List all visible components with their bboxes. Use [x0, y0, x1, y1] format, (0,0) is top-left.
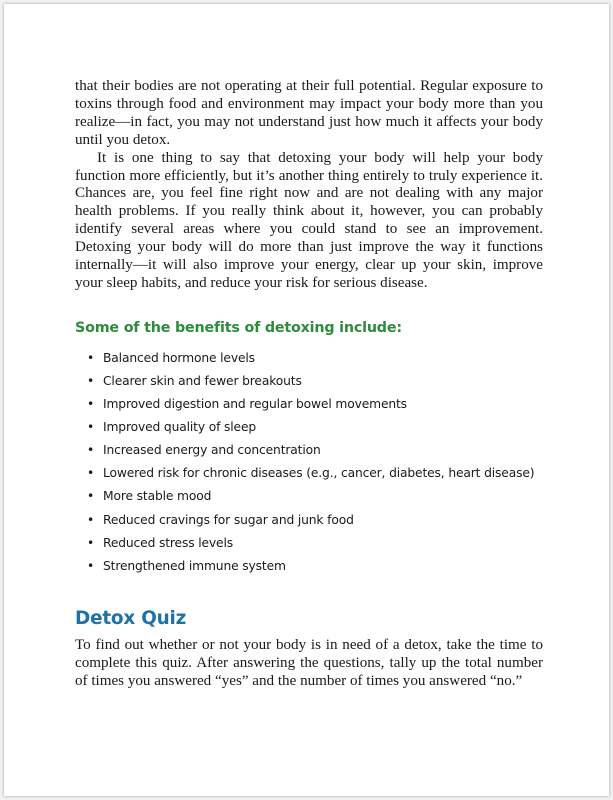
list-item-text: Reduced stress levels	[103, 535, 233, 550]
list-item	[87, 462, 543, 485]
bullet-icon: •	[87, 373, 95, 388]
list-item-text: Lowered risk for chronic diseases (e.g., cancer, diabetes, heart disease)	[103, 466, 535, 481]
quiz-intro-paragraph: To find out whether or not your body is in need of a detox, take the time to complete this quiz. After answering the questions, tally up the total number of times you answered “yes” and the number of times you answered “no.”	[75, 636, 543, 689]
page-content	[75, 78, 543, 691]
list-item	[87, 555, 543, 578]
bullet-icon: •	[87, 350, 95, 365]
body-paragraph-detox-benefits: It is one thing to say that detoxing your body will help your body function more efficiently, but it’s another thing entirely to truly experience it. Chances are, you feel fine right now and are not dealing with any major health problems. If you really think about it, however, you can probably identify several areas where you could stand to see an improvement. Detoxing your body will do more than just improve the way it functions internally—it will also improve your energy, clear up your skin, improve your sleep habits, and reduce your risk for serious disease.	[75, 149, 543, 291]
body-paragraph-continued: that their bodies are not operating at their full potential. Regular exposure to toxins through food and environment may impact your body more than you realize—in fact, you may not understand just how much it affects your body until you detox.	[75, 78, 543, 148]
list-item-text: Clearer skin and fewer breakouts	[103, 373, 302, 388]
bullet-icon: •	[87, 535, 95, 550]
detox-quiz-heading: Detox Quiz	[75, 607, 187, 629]
list-item-text: Increased energy and concentration	[103, 443, 321, 458]
list-item	[87, 416, 543, 439]
list-item	[87, 485, 543, 508]
document-page	[4, 4, 609, 796]
list-item-text: Improved quality of sleep	[103, 420, 257, 435]
bullet-icon: •	[87, 443, 95, 458]
list-item	[87, 532, 543, 555]
list-item-text: More stable mood	[103, 489, 212, 504]
bullet-icon: •	[87, 397, 95, 412]
bullet-icon: •	[87, 466, 95, 481]
list-item-text: Reduced cravings for sugar and junk food	[103, 512, 354, 527]
benefits-heading: Some of the benefits of detoxing include:	[75, 319, 402, 336]
bullet-icon: •	[87, 489, 95, 504]
list-item-text: Improved digestion and regular bowel movements	[103, 397, 407, 412]
list-item	[87, 439, 543, 462]
bullet-icon: •	[87, 420, 95, 435]
bullet-icon: •	[87, 558, 95, 573]
list-item	[87, 393, 543, 416]
list-item-text: Balanced hormone levels	[103, 350, 255, 365]
list-item	[87, 370, 543, 393]
list-item	[87, 347, 543, 370]
bullet-icon: •	[87, 512, 95, 527]
list-item-text: Strengthened immune system	[103, 558, 286, 573]
list-item	[87, 509, 543, 532]
benefits-list	[75, 347, 543, 578]
